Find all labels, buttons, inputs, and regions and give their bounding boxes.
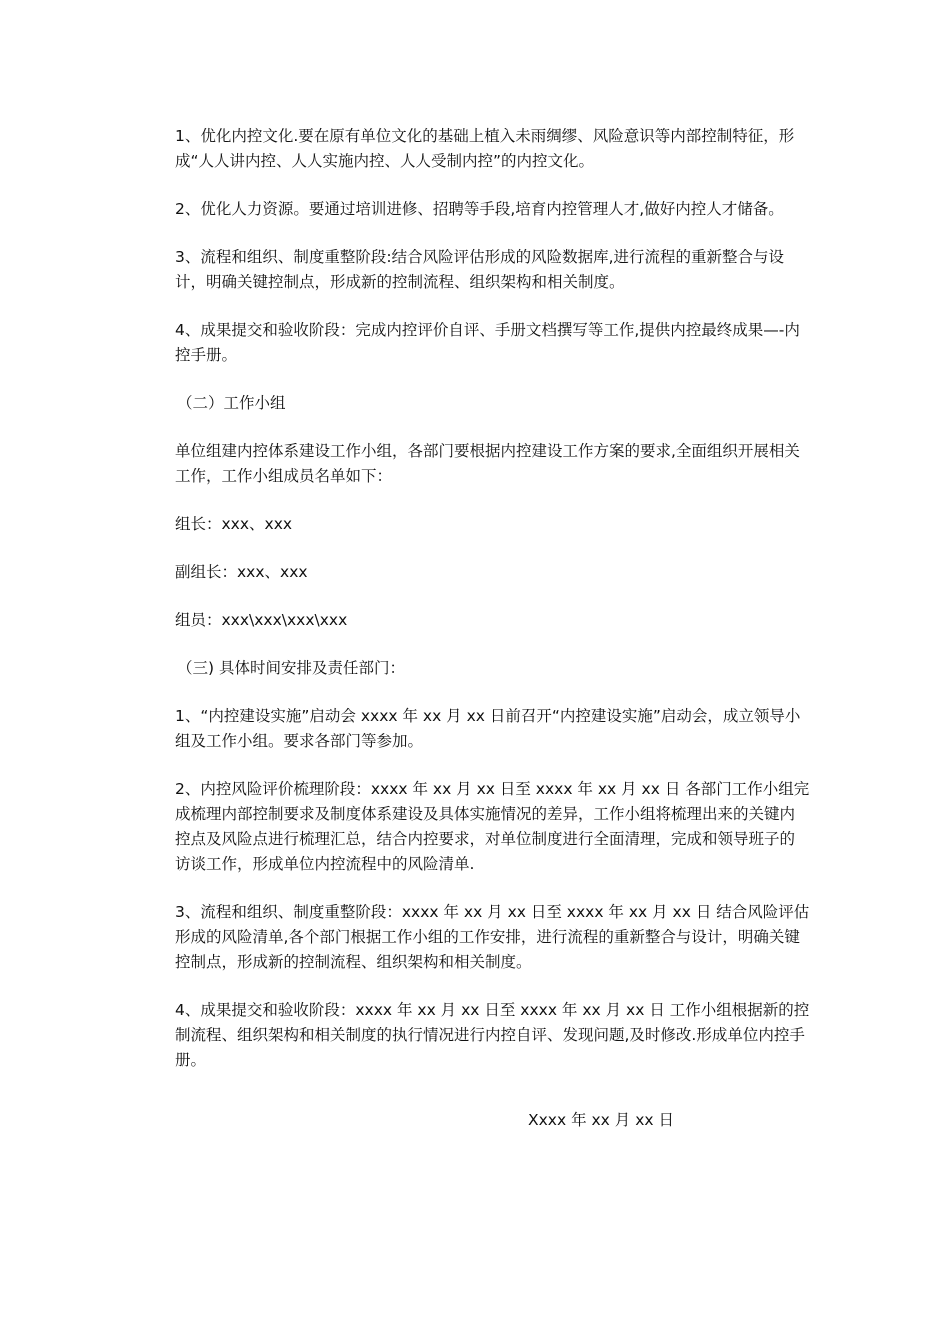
paragraph-process-reorganization: 3、流程和组织、制度重整阶段:结合风险评估形成的风险数据库,进行流程的重新整合与设计，明确关键控制点，形成新的控制流程、组织架构和相关制度。 (175, 248, 785, 291)
document-date: Xxxx 年 xx 月 xx 日 (528, 1111, 674, 1129)
document-body (175, 124, 810, 1095)
team-leader: 组长：xxx、xxx (175, 515, 293, 533)
paragraph-culture: 1、优化内控文化.要在原有单位文化的基础上植入未雨绸缪、风险意识等内部控制特征，形成“人人讲内控、人人实施内控、人人受制内控”的内控文化。 (175, 127, 795, 170)
schedule-item-process-reorganization: 3、流程和组织、制度重整阶段：xxxx 年 xx 月 xx 日至 xxxx 年 xx 月 xx 日 结合风险评估形成的风险清单,各个部门根据工作小组的工作安排，进行流程的重新整合与设计，明确关键控制点，形成新的控制流程、组织架构和相关制度。 (175, 903, 810, 971)
schedule-item-risk-review: 2、内控风险评价梳理阶段：xxxx 年 xx 月 xx 日至 xxxx 年 xx 月 xx 日 各部门工作小组完成梳理内部控制要求及制度体系建设及具体实施情况的差异，工作小组将梳理出来的关键内控点及风险点进行梳理汇总，结合内控要求，对单位制度进行全面清理，完成和领导班子的访谈工作，形成单位内控流程中的风险清单. (175, 780, 810, 873)
team-members: 组员：xxx\xxx\xxx\xxx (175, 611, 348, 629)
deputy-team-leader: 副组长：xxx、xxx (175, 563, 308, 581)
schedule-item-acceptance: 4、成果提交和验收阶段：xxxx 年 xx 月 xx 日至 xxxx 年 xx 月 xx 日 工作小组根据新的控制流程、组织架构和相关制度的执行情况进行内控自评、发现问题,及时修改.形成单位内控手册。 (175, 1001, 810, 1069)
section-heading-working-group: （二）工作小组 (177, 394, 286, 412)
section-heading-schedule: （三) 具体时间安排及责任部门： (177, 659, 405, 677)
paragraph-acceptance: 4、成果提交和验收阶段：完成内控评价自评、手册文档撰写等工作,提供内控最终成果—-内控手册。 (175, 321, 800, 364)
paragraph-working-group: 单位组建内控体系建设工作小组，各部门要根据内控建设工作方案的要求,全面组织开展相关工作，工作小组成员名单如下： (175, 442, 800, 485)
paragraph-human-resources: 2、优化人力资源。要通过培训进修、招聘等手段,培育内控管理人才,做好内控人才储备。 (175, 200, 784, 218)
schedule-item-kickoff: 1、“内控建设实施”启动会 xxxx 年 xx 月 xx 日前召开“内控建设实施”启动会，成立领导小组及工作小组。要求各部门等参加。 (175, 707, 801, 750)
